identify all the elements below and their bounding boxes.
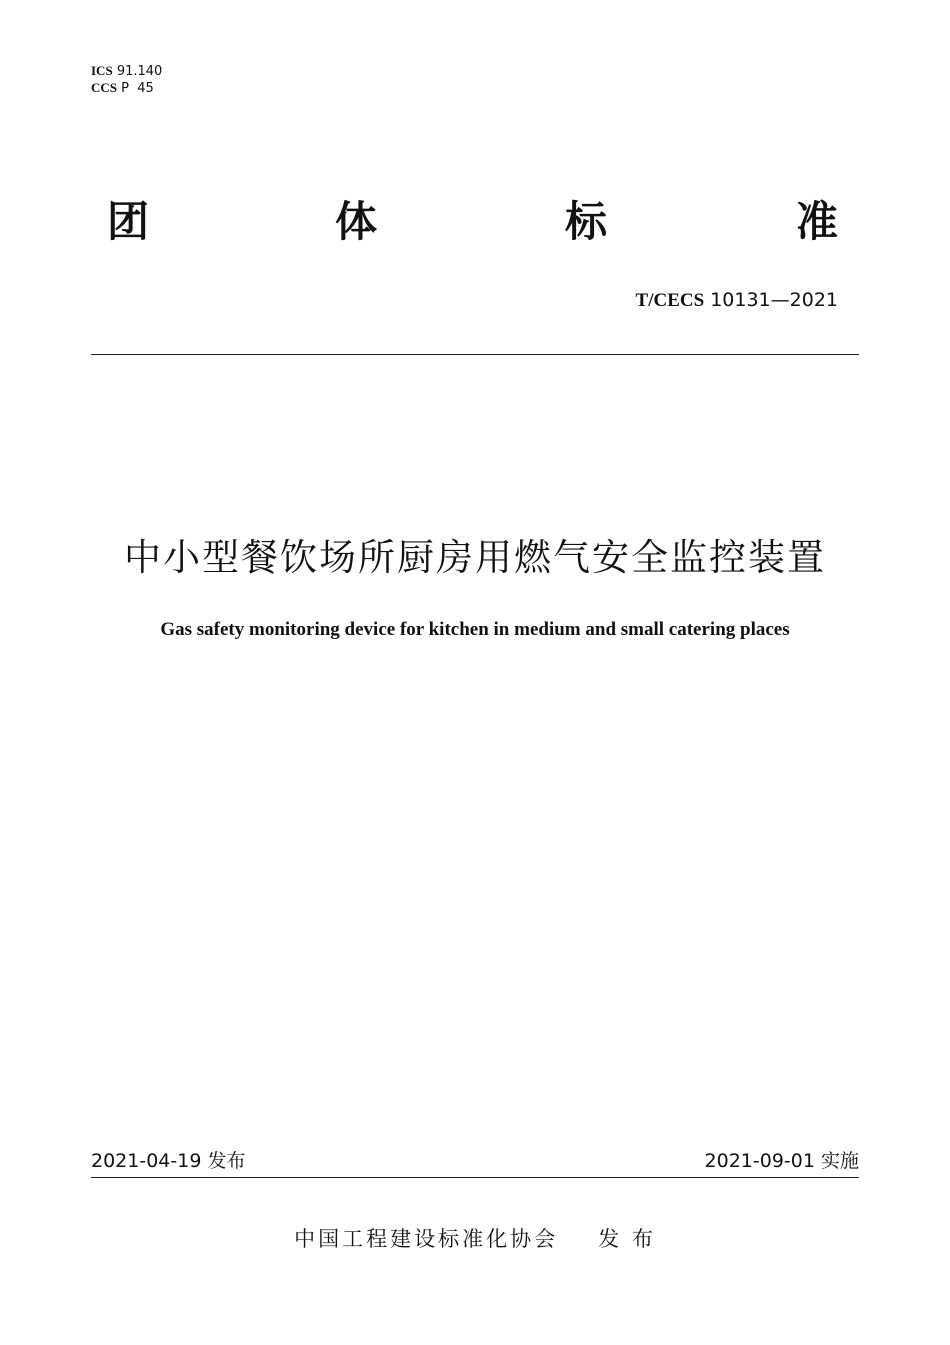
publisher-action: 发 布	[598, 1227, 656, 1251]
publisher-name: 中国工程建设标准化协会	[294, 1227, 559, 1251]
standard-prefix: T/CECS	[635, 290, 705, 311]
header-char-1: 团	[107, 197, 150, 246]
standard-number	[636, 289, 838, 312]
header-char-3: 标	[565, 197, 608, 246]
header-divider	[91, 354, 859, 355]
issue-date: 2021-04-19 发布	[91, 1150, 246, 1172]
title-english: Gas safety monitoring device for kitchen in medium and small catering places	[160, 619, 790, 640]
ccs-value: P 45	[121, 81, 154, 96]
publisher	[0, 1223, 950, 1253]
footer-divider	[91, 1177, 859, 1178]
classification-codes	[91, 63, 162, 97]
ics-label: ICS	[91, 63, 113, 78]
ics-code	[91, 63, 162, 80]
title-chinese: 中小型餐饮场所厨房用燃气安全监控装置	[124, 536, 826, 579]
ccs-label: CCS	[91, 80, 118, 95]
ccs-code	[91, 80, 162, 97]
header-char-4: 准	[796, 197, 839, 246]
header-char-2: 体	[335, 197, 378, 246]
implement-date: 2021-09-01 实施	[704, 1150, 859, 1172]
ics-value: 91.140	[116, 64, 163, 79]
standard-code: 10131—2021	[710, 289, 838, 311]
